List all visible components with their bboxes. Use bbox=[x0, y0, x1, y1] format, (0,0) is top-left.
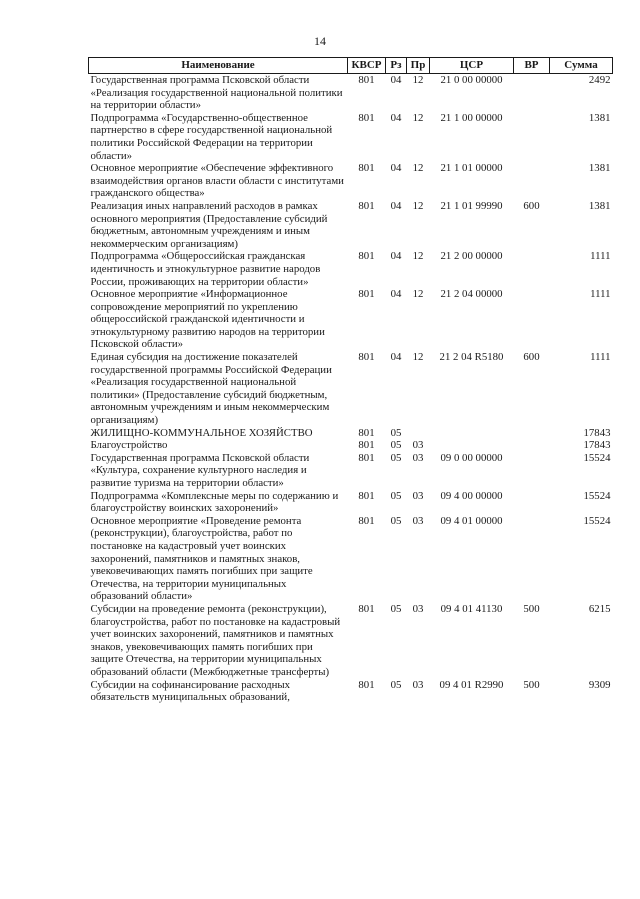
row-kvsr: 801 bbox=[358, 111, 375, 124]
row-csr: 21 0 00 00000 bbox=[440, 74, 503, 86]
row-rz: 05 bbox=[390, 678, 402, 691]
row-pr: 12 bbox=[412, 250, 424, 263]
row-vr bbox=[514, 250, 550, 288]
row-rz: 05 bbox=[390, 489, 402, 502]
table-row bbox=[89, 288, 613, 351]
row-vr bbox=[514, 439, 550, 452]
row-rz: 04 bbox=[390, 74, 402, 86]
row-vr bbox=[514, 515, 550, 603]
row-rz: 05 bbox=[390, 426, 402, 439]
row-vr bbox=[514, 74, 550, 112]
row-sum: 1111 bbox=[590, 351, 611, 364]
row-rz: 04 bbox=[390, 199, 402, 212]
row-rz: 05 bbox=[390, 439, 402, 452]
row-pr: 12 bbox=[412, 111, 424, 124]
row-vr bbox=[514, 162, 550, 200]
row-vr bbox=[514, 288, 550, 351]
row-kvsr: 801 bbox=[358, 602, 375, 615]
table-row bbox=[89, 490, 613, 515]
row-pr bbox=[407, 427, 430, 440]
row-pr: 12 bbox=[412, 199, 424, 212]
table-row bbox=[89, 679, 613, 704]
row-rz: 05 bbox=[390, 451, 402, 464]
row-kvsr: 801 bbox=[358, 451, 375, 464]
row-csr: 09 4 00 00000 bbox=[440, 489, 503, 502]
row-kvsr: 801 bbox=[358, 199, 375, 212]
row-rz: 04 bbox=[390, 288, 402, 301]
row-csr: 21 1 00 00000 bbox=[440, 111, 503, 124]
row-csr bbox=[430, 439, 514, 452]
page-number: 14 bbox=[314, 34, 326, 48]
table-row bbox=[89, 200, 613, 250]
row-pr: 03 bbox=[412, 678, 424, 691]
row-pr: 12 bbox=[412, 351, 424, 364]
row-rz: 04 bbox=[390, 250, 402, 263]
row-vr: 500 bbox=[523, 602, 540, 615]
row-pr: 03 bbox=[412, 451, 424, 464]
row-pr: 03 bbox=[412, 602, 424, 615]
row-vr: 600 bbox=[523, 351, 540, 364]
table-row bbox=[89, 603, 613, 679]
row-pr: 03 bbox=[412, 514, 424, 527]
row-sum: 2492 bbox=[588, 74, 611, 86]
table-row bbox=[89, 452, 613, 490]
row-csr: 21 2 00 00000 bbox=[440, 250, 503, 263]
row-sum: 1381 bbox=[588, 199, 611, 212]
row-csr: 09 4 01 R2990 bbox=[439, 678, 504, 691]
row-pr: 12 bbox=[412, 288, 424, 301]
row-name: Подпрограмма «Комплексные меры по содержанию и благоустройству воинских захоронений» bbox=[90, 489, 339, 515]
row-kvsr: 801 bbox=[358, 250, 375, 263]
row-name: Субсидии на софинансирование расходных обязательств муниципальных образований, bbox=[90, 678, 291, 704]
row-csr: 21 1 01 00000 bbox=[440, 162, 503, 175]
row-sum: 15524 bbox=[583, 451, 611, 464]
row-pr: 03 bbox=[412, 489, 424, 502]
row-pr: 12 bbox=[412, 162, 424, 175]
row-sum: 6215 bbox=[588, 602, 611, 615]
row-rz: 04 bbox=[390, 162, 402, 175]
row-vr bbox=[514, 490, 550, 515]
row-name: Единая субсидия на достижение показателей государственной программы Российской Федерации «Реализация государственной национальной политики» (Предоставление субсидий бюджетным, автономным учреждениям и иным некоммерческим организациям) bbox=[90, 351, 332, 427]
header-sum: Сумма bbox=[550, 58, 613, 74]
row-pr: 12 bbox=[412, 74, 424, 86]
row-vr: 500 bbox=[523, 678, 540, 691]
row-kvsr: 801 bbox=[358, 288, 375, 301]
table-row bbox=[89, 112, 613, 162]
row-csr: 09 4 01 00000 bbox=[440, 514, 503, 527]
row-csr: 09 4 01 41130 bbox=[440, 602, 503, 615]
row-csr: 09 0 00 00000 bbox=[440, 451, 503, 464]
row-kvsr: 801 bbox=[358, 426, 375, 439]
row-name: ЖИЛИЩНО-КОММУНАЛЬНОЕ ХОЗЯЙСТВО bbox=[90, 426, 313, 439]
header-csr: ЦСР bbox=[430, 58, 514, 74]
row-kvsr: 801 bbox=[358, 514, 375, 527]
row-rz: 05 bbox=[390, 514, 402, 527]
row-name: Подпрограмма «Общероссийская гражданская идентичность и этнокультурное развитие народов России, проживающих на территории области» bbox=[90, 250, 321, 288]
row-csr: 21 2 04 R5180 bbox=[439, 351, 504, 364]
table-row bbox=[89, 351, 613, 427]
row-vr: 600 bbox=[523, 199, 540, 212]
row-vr bbox=[514, 452, 550, 490]
row-kvsr: 801 bbox=[358, 351, 375, 364]
row-rz: 04 bbox=[390, 351, 402, 364]
row-name: Благоустройство bbox=[90, 439, 168, 452]
row-kvsr: 801 bbox=[358, 439, 375, 452]
row-sum: 1381 bbox=[588, 162, 611, 175]
row-name: Государственная программа Псковской области «Реализация государственной национальной политики на территории области» bbox=[90, 74, 343, 112]
row-name: Реализация иных направлений расходов в рамках основного мероприятия (Предоставление субсидий бюджетным, автономным учреждениям и иным некоммерческим организациям) bbox=[90, 199, 328, 250]
row-csr bbox=[430, 427, 514, 440]
row-kvsr: 801 bbox=[358, 74, 375, 86]
row-sum: 1381 bbox=[588, 111, 611, 124]
header-kvsr: КВСР bbox=[348, 58, 386, 74]
row-name: Подпрограмма «Государственно-общественное партнерство в сфере государственной национальной политики Российской Федерации на территории области» bbox=[90, 111, 333, 162]
row-kvsr: 801 bbox=[358, 162, 375, 175]
row-vr bbox=[514, 427, 550, 440]
row-sum: 1111 bbox=[590, 250, 611, 263]
row-rz: 05 bbox=[390, 602, 402, 615]
row-csr: 21 2 04 00000 bbox=[440, 288, 503, 301]
header-pr: Пр bbox=[407, 58, 430, 74]
row-sum: 17843 bbox=[583, 426, 611, 439]
table-row bbox=[89, 250, 613, 288]
row-name: Государственная программа Псковской области «Культура, сохранение культурного наследия и развитие туризма на территории области» bbox=[90, 451, 310, 489]
header-name: Наименование bbox=[89, 58, 348, 74]
table-row bbox=[89, 162, 613, 200]
table-row bbox=[89, 427, 613, 440]
header-vr: ВР bbox=[514, 58, 550, 74]
row-sum: 9309 bbox=[588, 678, 611, 691]
row-name: Субсидии на проведение ремонта (реконструкции), благоустройства, работ по постановке на кадастровый учет воинских захоронений, памятников и памятных знаков, увековечивающих память погибших при защите Отечества, на территории муниципальных образований области (Межбюджетные трансферты) bbox=[90, 602, 341, 678]
row-sum: 15524 bbox=[583, 489, 611, 502]
row-vr bbox=[514, 112, 550, 162]
header-rz: Рз bbox=[386, 58, 407, 74]
row-sum: 17843 bbox=[583, 439, 611, 452]
table-row bbox=[89, 439, 613, 452]
row-name: Основное мероприятие «Информационное сопровождение мероприятий по укреплению общероссийской гражданской идентичности и этнокультурному развитию народов на территории Псковской области» bbox=[90, 288, 325, 351]
row-name: Основное мероприятие «Обеспечение эффективного взаимодействия органов власти области с институтами гражданского общества» bbox=[90, 162, 344, 200]
row-sum: 1111 bbox=[590, 288, 611, 301]
row-pr: 03 bbox=[412, 439, 424, 452]
table-header-row bbox=[89, 58, 613, 74]
row-csr: 21 1 01 99990 bbox=[440, 199, 503, 212]
row-sum: 15524 bbox=[583, 514, 611, 527]
row-name: Основное мероприятие «Проведение ремонта (реконструкции), благоустройства, работ по постановке на кадастровый учет воинских захоронений, памятников и памятных знаков, увековечивающих память погибших при защите Отечества, на территории муниципальных образований области» bbox=[90, 514, 313, 603]
row-kvsr: 801 bbox=[358, 678, 375, 691]
row-rz: 04 bbox=[390, 111, 402, 124]
table-row bbox=[89, 515, 613, 603]
budget-table bbox=[88, 57, 613, 704]
row-kvsr: 801 bbox=[358, 489, 375, 502]
table-row bbox=[89, 74, 613, 112]
